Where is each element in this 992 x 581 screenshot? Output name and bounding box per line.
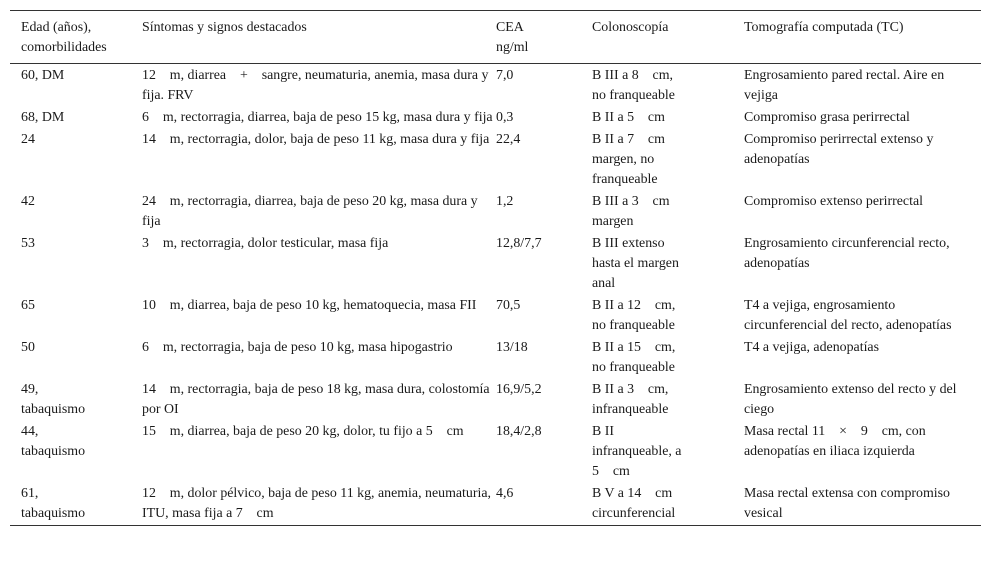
cell-colonoscopy: B II a 5 cm xyxy=(592,110,665,125)
cell-cea: 12,8/7,7 xyxy=(496,236,542,251)
cell-ct: T4 a vejiga, engrosamiento circunferencial del recto, adenopatías xyxy=(744,298,952,333)
cell-age: 42 xyxy=(21,194,35,209)
cell-age: 50 xyxy=(21,340,35,355)
cell-colonoscopy: B III extenso hasta el margen anal xyxy=(592,236,679,291)
cell-age: 60, DM xyxy=(21,68,65,83)
table-row xyxy=(10,107,981,129)
cell-ct: T4 a vejiga, adenopatías xyxy=(744,340,879,355)
cell-symptoms: 6 m, rectorragia, baja de peso 10 kg, masa hipogastrio xyxy=(142,340,453,355)
cell-symptoms: 12 m, dolor pélvico, baja de peso 11 kg, anemia, neumaturia, ITU, masa fija a 7 cm xyxy=(142,486,495,521)
table-row xyxy=(10,129,981,191)
table-container xyxy=(10,10,981,526)
cell-ct: Engrosamiento pared rectal. Aire en vejiga xyxy=(744,68,948,103)
header-cea: CEA ng/ml xyxy=(496,20,529,55)
cell-age: 68, DM xyxy=(21,110,65,125)
table-row xyxy=(10,191,981,233)
header-ct: Tomografía computada (TC) xyxy=(744,20,904,35)
table-row xyxy=(10,64,981,108)
cell-cea: 1,2 xyxy=(496,194,514,209)
cell-colonoscopy: B V a 14 cm circunferencial xyxy=(592,486,676,521)
cell-colonoscopy: B III a 3 cm margen xyxy=(592,194,670,229)
cell-cea: 0,3 xyxy=(496,110,514,125)
header-colonoscopy: Colonoscopía xyxy=(592,20,669,35)
cell-ct: Masa rectal extensa con compromiso vesical xyxy=(744,486,954,521)
cell-symptoms: 12 m, diarrea + sangre, neumaturia, anemia, masa dura y fija. FRV xyxy=(142,68,492,103)
header-row xyxy=(10,11,981,64)
cell-age: 61, tabaquismo xyxy=(21,486,86,521)
cell-symptoms: 3 m, rectorragia, dolor testicular, masa fija xyxy=(142,236,389,251)
table-row xyxy=(10,233,981,295)
cell-symptoms: 15 m, diarrea, baja de peso 20 kg, dolor, tu fijo a 5 cm xyxy=(142,424,464,439)
cell-ct: Compromiso extenso perirrectal xyxy=(744,194,923,209)
table-header xyxy=(10,11,981,64)
header-age-comorbidities: Edad (años), comorbilidades xyxy=(21,20,107,55)
cell-age: 44, tabaquismo xyxy=(21,424,86,459)
cell-cea: 22,4 xyxy=(496,132,521,147)
cell-ct: Compromiso grasa perirrectal xyxy=(744,110,910,125)
cell-cea: 13/18 xyxy=(496,340,528,355)
cell-cea: 18,4/2,8 xyxy=(496,424,542,439)
cell-age: 65 xyxy=(21,298,35,313)
cell-colonoscopy: B II a 15 cm, no franqueable xyxy=(592,340,676,375)
cell-colonoscopy: B II a 7 cm margen, no franqueable xyxy=(592,132,665,187)
cell-age: 49, tabaquismo xyxy=(21,382,86,417)
cell-ct: Engrosamiento extenso del recto y del ciego xyxy=(744,382,961,417)
cell-colonoscopy: B II a 3 cm, infranqueable xyxy=(592,382,669,417)
cell-colonoscopy: B II a 12 cm, no franqueable xyxy=(592,298,676,333)
table-row xyxy=(10,483,981,526)
cell-symptoms: 14 m, rectorragia, dolor, baja de peso 11 kg, masa dura y fija xyxy=(142,132,490,147)
header-symptoms: Síntomas y signos destacados xyxy=(142,20,307,35)
clinical-data-table xyxy=(10,10,981,526)
cell-symptoms: 6 m, rectorragia, diarrea, baja de peso 15 kg, masa dura y fija xyxy=(142,110,493,125)
cell-ct: Compromiso perirrectal extenso y adenopatías xyxy=(744,132,937,167)
cell-colonoscopy: B II infranqueable, a 5 cm xyxy=(592,424,682,479)
cell-symptoms: 10 m, diarrea, baja de peso 10 kg, hematoquecia, masa FII xyxy=(142,298,477,313)
cell-colonoscopy: B III a 8 cm, no franqueable xyxy=(592,68,675,103)
table-row xyxy=(10,295,981,337)
cell-ct: Engrosamiento circunferencial recto, adenopatías xyxy=(744,236,954,271)
cell-cea: 7,0 xyxy=(496,68,514,83)
table-row xyxy=(10,379,981,421)
table-row xyxy=(10,421,981,483)
table-body xyxy=(10,64,981,526)
cell-symptoms: 14 m, rectorragia, baja de peso 18 kg, masa dura, colostomía por OI xyxy=(142,382,494,417)
cell-cea: 70,5 xyxy=(496,298,521,313)
cell-age: 53 xyxy=(21,236,35,251)
cell-symptoms: 24 m, rectorragia, diarrea, baja de peso 20 kg, masa dura y fija xyxy=(142,194,482,229)
cell-cea: 4,6 xyxy=(496,486,514,501)
cell-age: 24 xyxy=(21,132,35,147)
table-row xyxy=(10,337,981,379)
cell-cea: 16,9/5,2 xyxy=(496,382,542,397)
cell-ct: Masa rectal 11 × 9 cm, con adenopatías en iliaca izquierda xyxy=(744,424,930,459)
